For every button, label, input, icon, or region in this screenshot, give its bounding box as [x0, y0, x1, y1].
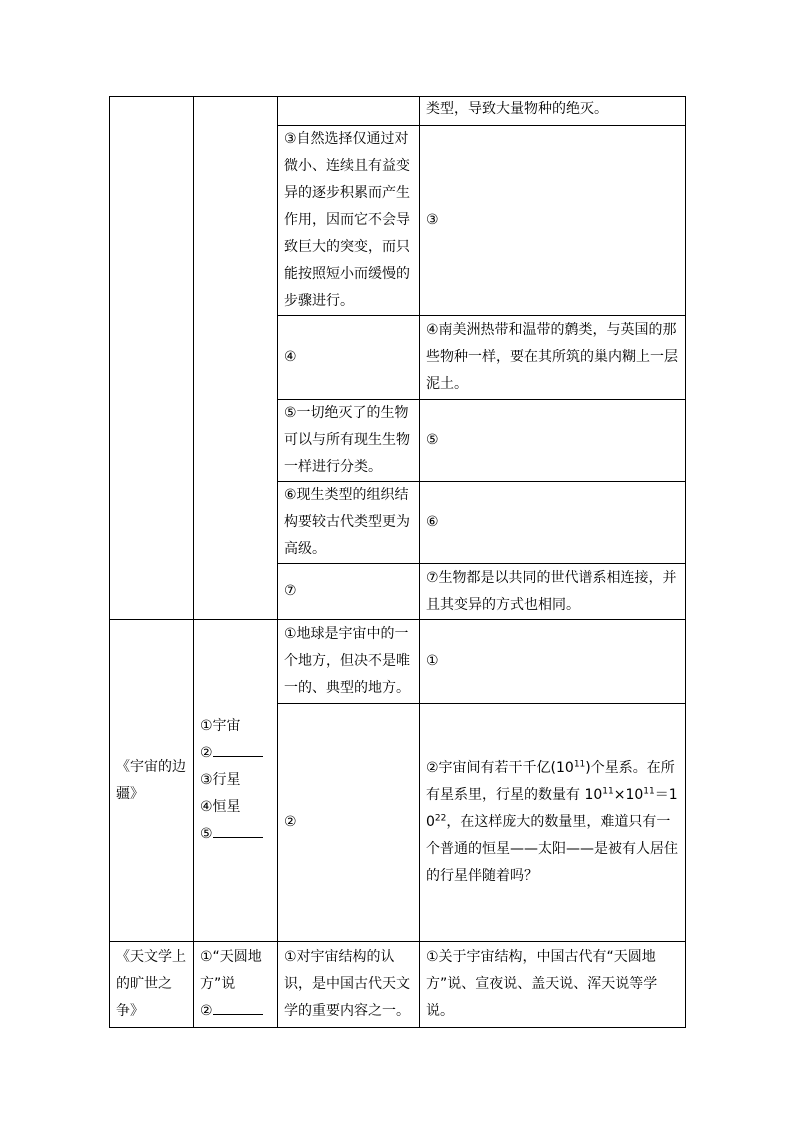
- astronomy-col4: ①关于宇宙结构，中国古代有“天圆地方”说、宣夜说、盖天说、浑天说等学说。: [420, 942, 686, 1028]
- section1-row3-col4: ⑤: [420, 400, 686, 482]
- astronomy-outline: [194, 942, 278, 1028]
- universe-row2-col3: ②: [278, 704, 420, 942]
- universe-row2-col4: ②宇宙间有若干千亿$(10^{11})$个星系。在所有星系里，行星的数量有 $10^{11}\times 10^{11}=10^{22}$，在这样庞大的数量里，难道只有一个普通的恒星——太阳——是被有人居住的行星伴随着吗？: [420, 704, 686, 942]
- section1-row0-col4: 类型，导致大量物种的绝灭。: [420, 97, 686, 126]
- fill-blank[interactable]: [213, 823, 263, 838]
- section1-row2-col3: ④: [278, 316, 420, 400]
- section1-row0-col3: [278, 97, 420, 126]
- universe-outline-4: ④恒星: [200, 799, 241, 815]
- section1-row2-col4: ④南美洲热带和温带的鹩类，与英国的那些物种一样，要在其所筑的巢内糊上一层泥土。: [420, 316, 686, 400]
- study-table: [109, 96, 686, 1028]
- section1-row5-col4: ⑦生物都是以共同的世代谱系相连接，并且其变异的方式也相同。: [420, 564, 686, 620]
- universe-outline-2: ②: [200, 740, 271, 767]
- section1-row4-col3: ⑥现生类型的组织结构要较古代类型更为高级。: [278, 482, 420, 564]
- universe-row1-col3: ①地球是宇宙中的一个地方，但决不是唯一的、典型的地方。: [278, 620, 420, 704]
- universe-row1-col4: ①: [420, 620, 686, 704]
- astronomy-title: 《天文学上的旷世之争》: [110, 942, 194, 1028]
- fill-blank[interactable]: [213, 742, 263, 757]
- astronomy-col3: ①对宇宙结构的认识，是中国古代天文学的重要内容之一。: [278, 942, 420, 1028]
- universe-outline: [194, 620, 278, 942]
- section1-row1-col3: ③自然选择仅通过对微小、连续且有益变异的逐步积累而产生作用，因而它不会导致巨大的突变，而只能按照短小而缓慢的步骤进行。: [278, 126, 420, 316]
- universe-outline-5: ⑤: [200, 821, 271, 848]
- universe-outline-1: ①宇宙: [200, 718, 241, 734]
- section1-row1-col4: ③: [420, 126, 686, 316]
- section1-row4-col4: ⑥: [420, 482, 686, 564]
- section1-row3-col3: ⑤一切绝灭了的生物可以与所有现生生物一样进行分类。: [278, 400, 420, 482]
- section1-title-cell: [110, 97, 194, 620]
- astronomy-outline-1: ①“天圆地方”说: [200, 949, 262, 992]
- section1-row5-col3: ⑦: [278, 564, 420, 620]
- universe-outline-3: ③行星: [200, 772, 241, 788]
- astronomy-outline-2: ②: [200, 998, 271, 1025]
- section1-outline-cell: [194, 97, 278, 620]
- fill-blank[interactable]: [213, 1000, 263, 1015]
- universe-title: 《宇宙的边疆》: [110, 620, 194, 942]
